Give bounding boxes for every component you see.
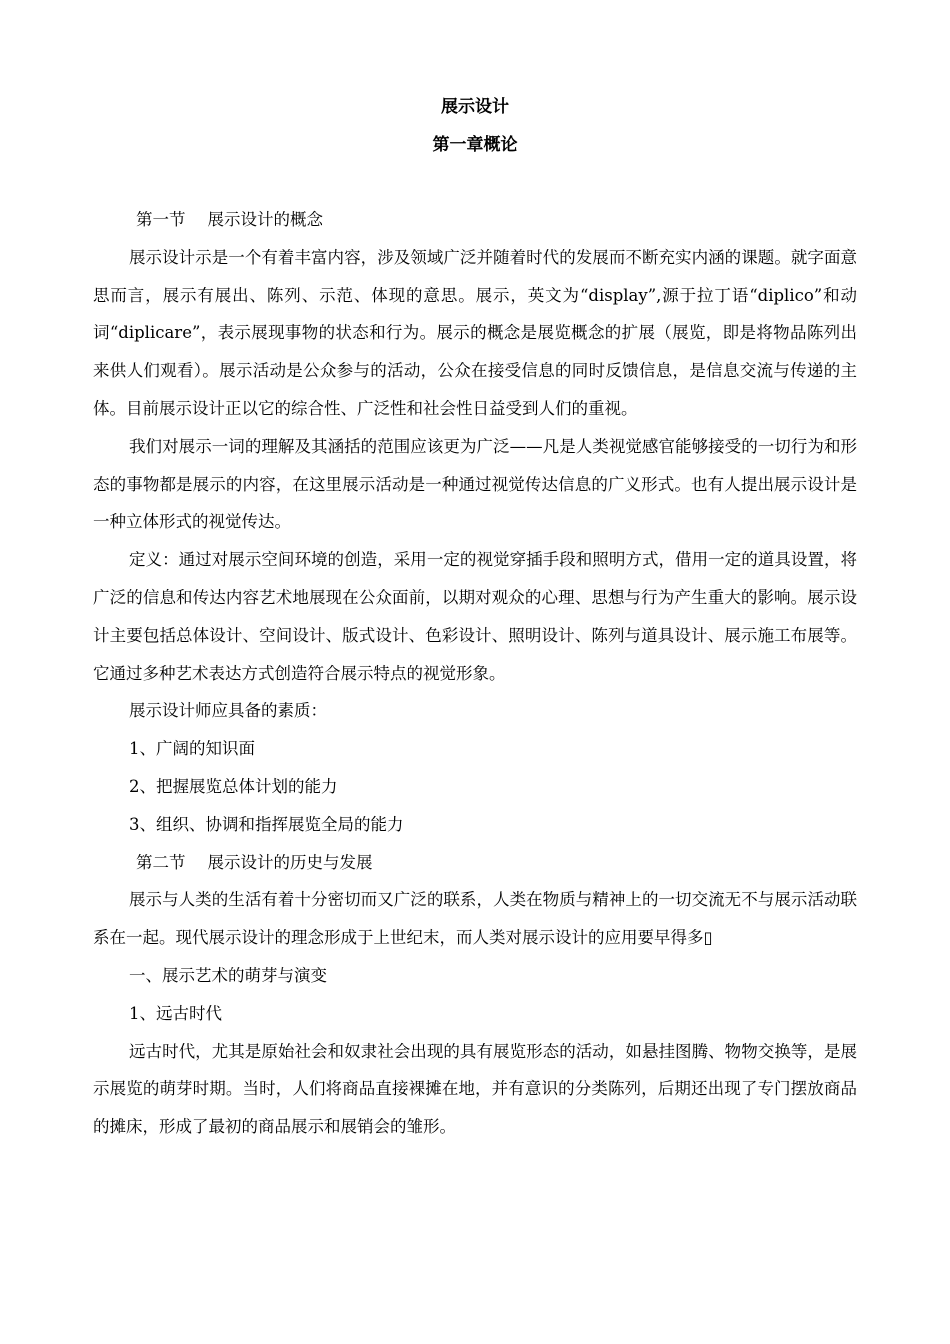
section-number: 第一节: [136, 210, 186, 229]
section-heading-2: [93, 844, 857, 882]
section-heading-1: [93, 201, 857, 239]
subheading: 1、远古时代: [129, 1003, 222, 1023]
paragraph: 我们对展示一词的理解及其涵括的范围应该更为广泛——凡是人类视觉感官能够接受的一切行为和形态的事物都是展示的内容，在这里展示活动是一种通过视觉传达信息的广义形式。也有人提出展示设计是一种立体形式的视觉传达。: [93, 436, 857, 532]
list-item: 1、广阔的知识面: [129, 739, 255, 759]
paragraph: 展示设计师应具备的素质：: [129, 701, 327, 721]
chapter-title: 第一章概论: [432, 135, 518, 155]
missing-glyph: ▯: [703, 928, 713, 948]
paragraph: 定义：通过对展示空间环境的创造，采用一定的视觉穿插手段和照明方式，借用一定的道具设置，将广泛的信息和传达内容艺术地展现在公众面前，以期对观众的心理、思想与行为产生重大的影响。展示设计主要包括总体设计、空间设计、版式设计、色彩设计、照明设计、陈列与道具设计、展示施工布展等。它通过多种艺术表达方式创造符合展示特点的视觉形象。: [93, 550, 857, 683]
section-title: 展示设计的历史与发展: [207, 852, 373, 872]
paragraph: 展示设计示是一个有着丰富内容，涉及领域广泛并随着时代的发展而不断充实内涵的课题。就字面意思而言，展示有展出、陈列、示范、体现的意思。展示，英文为“display”,源于拉丁语“diplico”和动词“diplicare”，表示展现事物的状态和行为。展示的概念是展览概念的扩展（展览，即是将物品陈列出来供人们观看）。展示活动是公众参与的活动，公众在接受信息的同时反馈信息，是信息交流与传递的主体。目前展示设计正以它的综合性、广泛性和社会性日益受到人们的重视。: [93, 247, 857, 418]
paragraph: [93, 881, 857, 957]
section-title: 展示设计的概念: [207, 210, 323, 229]
paragraph-text: 展示与人类的生活有着十分密切而又广泛的联系，人类在物质与精神上的一切交流无不与展示活动联系在一起。现代展示设计的理念形成于上世纪末，而人类对展示设计的应用要早得多: [93, 890, 857, 948]
section-number: 第二节: [136, 852, 186, 872]
list-item: 2、把握展览总体计划的能力: [129, 776, 338, 796]
document-body: [93, 201, 857, 1146]
document-title: 展示设计: [441, 97, 509, 117]
paragraph: 远古时代，尤其是原始社会和奴隶社会出现的具有展览形态的活动，如悬挂图腾、物物交换等，是展示展览的萌芽时期。当时，人们将商品直接裸摊在地，并有意识的分类陈列，后期还出现了专门摆放商品的摊床，形成了最初的商品展示和展销会的雏形。: [93, 1041, 857, 1137]
list-item: 3、组织、协调和指挥展览全局的能力: [129, 814, 404, 834]
subheading: 一、展示艺术的萌芽与演变: [129, 965, 327, 985]
